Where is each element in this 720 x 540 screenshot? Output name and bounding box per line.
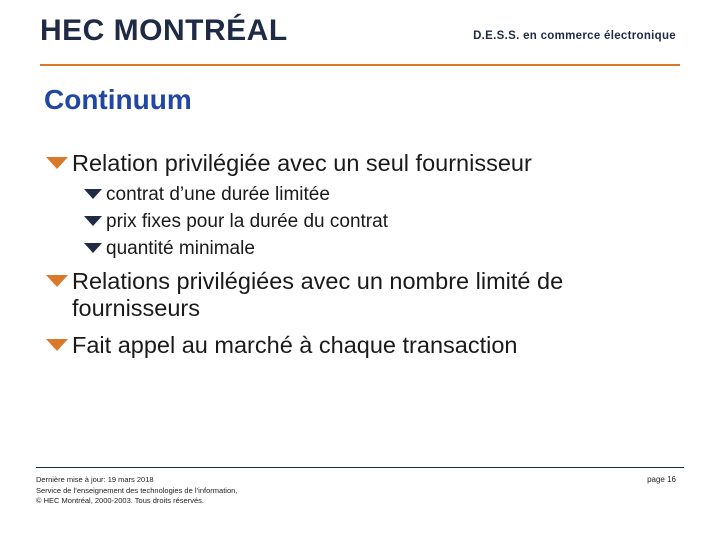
- bullet-list: [46, 150, 686, 363]
- bullet-text: Relation privilégiée avec un seul fournisseur: [72, 150, 532, 176]
- bullet-item: [46, 332, 686, 359]
- footer-info: [36, 475, 237, 507]
- bullet-item: [46, 268, 686, 322]
- triangle-bullet-icon: [84, 243, 102, 253]
- triangle-bullet-icon: [46, 157, 68, 169]
- hec-montreal-logo: HEC MONTRÉAL: [40, 14, 288, 47]
- sub-bullet-text: contrat d’une durée limitée: [106, 184, 330, 205]
- sub-bullet-item: [46, 181, 686, 208]
- slide-title: Continuum: [44, 84, 192, 115]
- sub-bullet-text: prix fixes pour la durée du contrat: [106, 211, 388, 232]
- footer-update-date: Dernière mise à jour: 19 mars 2018: [36, 475, 154, 484]
- slide-header: [0, 0, 720, 64]
- sub-bullet-item: [46, 235, 686, 262]
- sub-bullet-item: [46, 208, 686, 235]
- footer-divider: [36, 467, 684, 468]
- footer-service: Service de l’enseignement des technologies de l’information,: [36, 485, 238, 495]
- footer-copyright: © HEC Montréal, 2000-2003. Tous droits réservés.: [36, 496, 204, 505]
- triangle-bullet-icon: [46, 275, 68, 287]
- program-name: D.E.S.S. en commerce électronique: [473, 30, 676, 42]
- page-number: page 16: [647, 475, 676, 484]
- sub-bullet-text: quantité minimale: [106, 238, 255, 259]
- triangle-bullet-icon: [46, 339, 68, 351]
- header-divider: [40, 64, 680, 66]
- bullet-text: Fait appel au marché à chaque transaction: [72, 332, 518, 358]
- bullet-text: Relations privilégiées avec un nombre limité de fournisseurs: [72, 268, 564, 321]
- bullet-item: [46, 150, 686, 177]
- triangle-bullet-icon: [84, 216, 102, 226]
- triangle-bullet-icon: [84, 189, 102, 199]
